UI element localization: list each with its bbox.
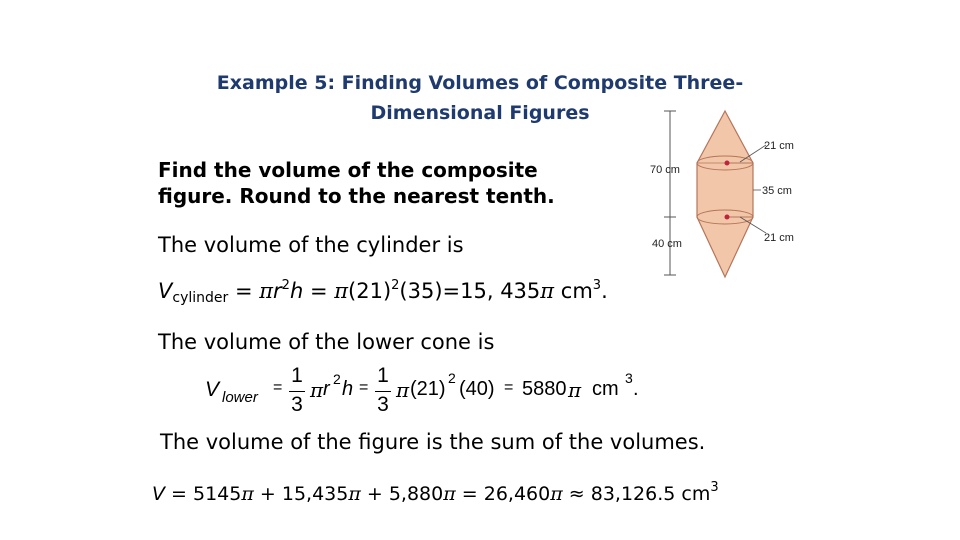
cone-eq-radius-value: (21) xyxy=(410,378,446,400)
label-40-cm: 40 cm xyxy=(652,238,682,250)
label-21-cm-top: 21 cm xyxy=(764,140,794,152)
label-21-cm-bottom: 21 cm xyxy=(764,232,794,244)
cylinder-volume-equation xyxy=(158,278,608,306)
cylinder-intro: The volume of the cylinder is xyxy=(158,233,464,257)
total-eq-part-2: + 15,435 xyxy=(253,483,349,505)
exponent: 3 xyxy=(625,370,633,386)
cylinder-eq-radius-value: (21) xyxy=(348,279,392,303)
cone-eq-equals-3: = xyxy=(504,379,514,396)
fraction-denominator: 3 xyxy=(377,393,389,416)
top-center-dot xyxy=(725,161,730,166)
label-35-cm: 35 cm xyxy=(762,185,792,197)
exponent: 2 xyxy=(448,370,456,386)
height-symbol: h xyxy=(289,279,304,303)
cone-eq-unit: cm xyxy=(592,378,619,400)
total-eq-approx: ≈ 83,126.5 cm xyxy=(562,483,711,505)
fraction-numerator: 1 xyxy=(291,364,303,387)
composite-figure-diagram xyxy=(640,105,830,285)
cylinder-eq-result: (35)=15, 435 xyxy=(399,279,541,303)
cone-eq-result: 5880 xyxy=(522,378,567,400)
bottom-center-dot xyxy=(725,215,730,220)
exponent: 2 xyxy=(281,278,290,293)
cylinder-eq-equals-2: = xyxy=(303,279,335,303)
fraction-bar xyxy=(375,391,391,392)
radius-symbol: r xyxy=(273,279,282,303)
pi-symbol: π xyxy=(310,378,324,402)
composite-solid xyxy=(697,111,753,277)
cone-eq-height-value: (40) xyxy=(459,378,495,400)
height-symbol: h xyxy=(342,378,354,400)
cylinder-eq-variable: V xyxy=(158,279,173,303)
cone-eq-equals-2: = xyxy=(359,379,369,396)
pi-symbol: π xyxy=(348,483,361,505)
exponent: 3 xyxy=(710,480,719,495)
title-line-1: Example 5: Finding Volumes of Composite Three- xyxy=(216,72,744,94)
total-volume-equation xyxy=(152,480,719,505)
cone-eq-variable: V xyxy=(205,378,220,401)
total-eq-part-3: + 5,880 xyxy=(360,483,444,505)
pi-symbol: π xyxy=(568,378,582,402)
cylinder-eq-equals-1: = xyxy=(228,279,260,303)
problem-prompt xyxy=(158,157,658,209)
pi-symbol: π xyxy=(540,279,555,303)
cylinder-eq-subscript: cylinder xyxy=(172,290,229,306)
total-eq-variable: V xyxy=(152,483,165,505)
exponent: 2 xyxy=(391,278,400,293)
exponent: 3 xyxy=(592,278,602,293)
cone-eq-subscript: lower xyxy=(222,389,258,406)
fraction-denominator: 3 xyxy=(291,393,303,416)
pi-symbol: π xyxy=(550,483,563,505)
exponent: 2 xyxy=(333,371,341,387)
prompt-line-2: figure. Round to the nearest tenth. xyxy=(158,184,555,208)
pi-symbol: π xyxy=(259,279,274,303)
sum-intro: The volume of the figure is the sum of the volumes. xyxy=(160,430,706,454)
pi-symbol: π xyxy=(443,483,456,505)
label-70-cm: 70 cm xyxy=(650,164,680,176)
radius-symbol: r xyxy=(323,378,330,400)
prompt-line-1: Find the volume of the composite xyxy=(158,158,538,182)
total-eq-part-4: = 26,460 xyxy=(455,483,551,505)
cone-eq-end: . xyxy=(633,378,639,400)
fraction-bar xyxy=(289,391,305,392)
cylinder-eq-unit: cm xyxy=(554,279,593,303)
cylinder-eq-end: . xyxy=(601,279,608,303)
pi-symbol: π xyxy=(241,483,254,505)
title-line-2: Dimensional Figures xyxy=(370,102,590,124)
fraction-numerator: 1 xyxy=(377,364,389,387)
cone-intro: The volume of the lower cone is xyxy=(158,330,495,354)
pi-symbol: π xyxy=(334,279,349,303)
pi-symbol: π xyxy=(396,378,410,402)
cone-eq-equals-1: = xyxy=(273,379,283,396)
total-eq-part-1: = 5145 xyxy=(165,483,242,505)
